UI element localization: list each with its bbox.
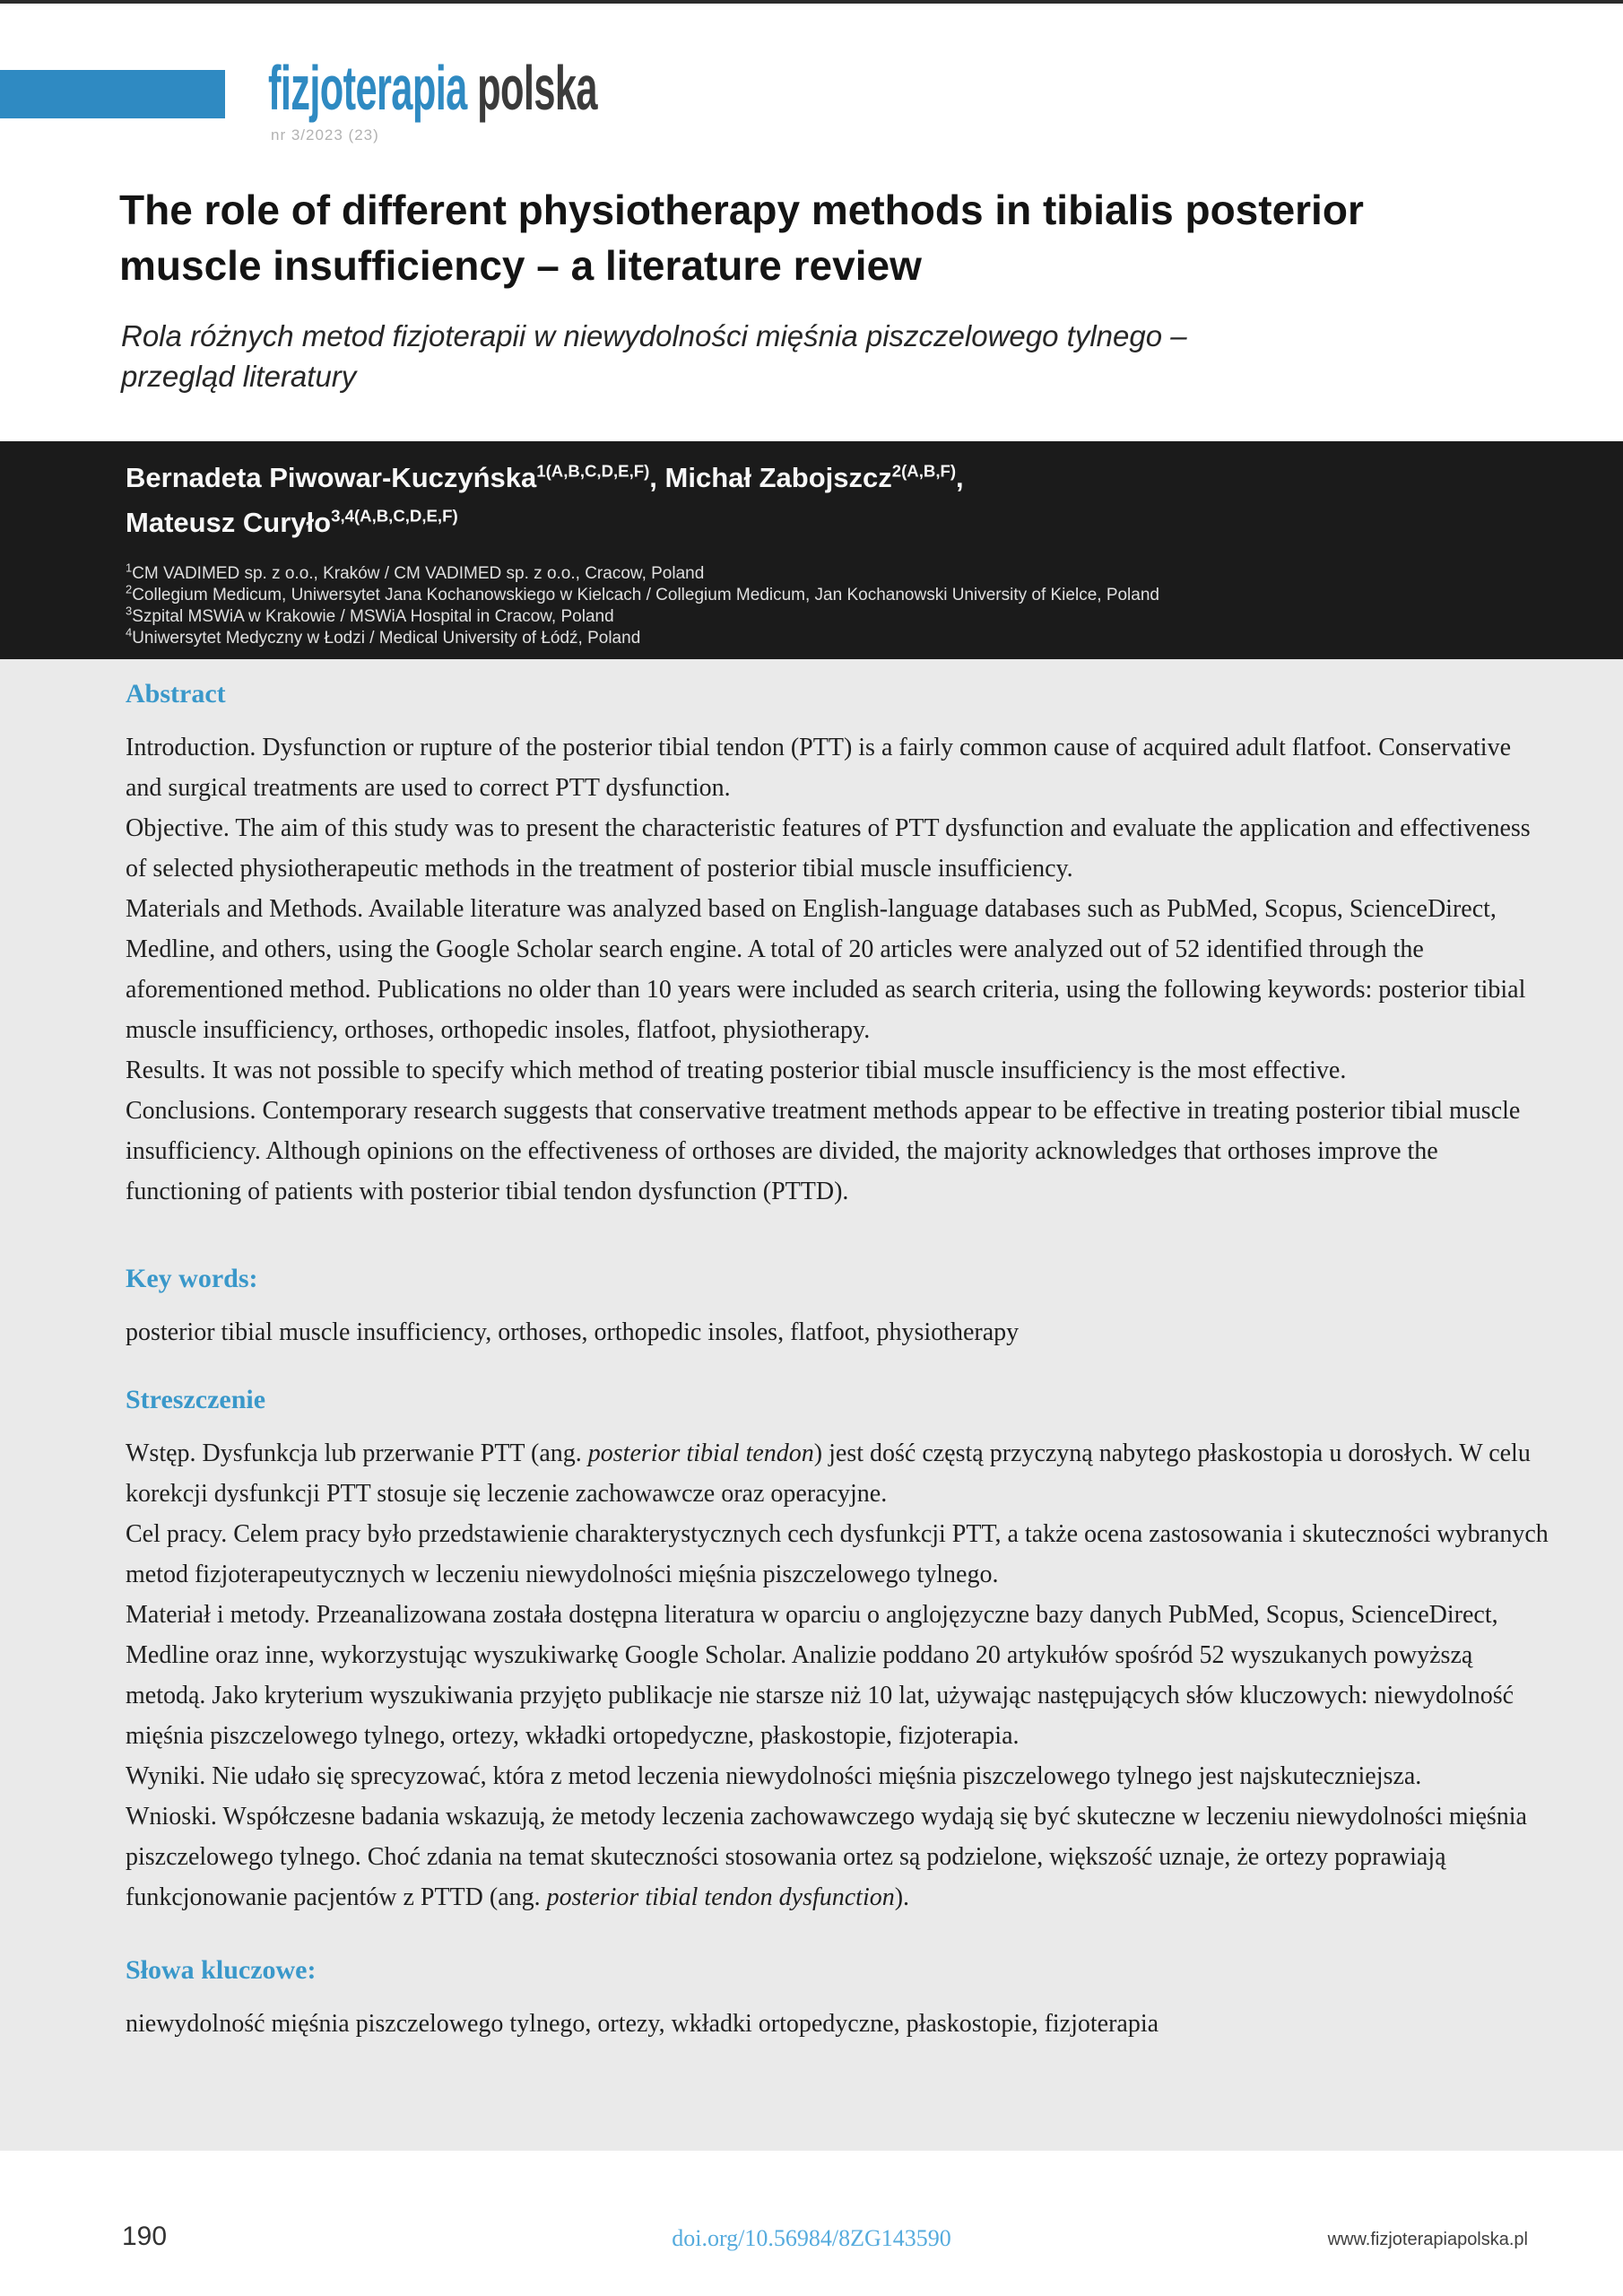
streszczenie-paragraph <box>126 1433 1551 1514</box>
masthead-blue-bar <box>0 70 225 118</box>
affiliation-sup: 4 <box>126 625 133 639</box>
abstract-paragraph: Conclusions. Contemporary research suggests that conservative treatment methods appear to be effective in treating posterior tibial muscle insufficiency. Although opinions on the effectiveness of orthoses are divided, the majority acknowledges that orthoses improve the functioning of patients with posterior tibial tendon dysfunction (PTTD). <box>126 1097 1521 1205</box>
abstract-paragraph: Results. It was not possible to specify which method of treating posterior tibial muscle insufficiency is the most effective. <box>126 1057 1347 1084</box>
doi-link[interactable]: doi.org/10.56984/8ZG143590 <box>672 2225 951 2251</box>
page-top-rule <box>0 0 1623 4</box>
keywords-pl-text: niewydolność mięśnia piszczelowego tylnego, ortezy, wkładki ortopedyczne, płaskostopie, fizjoterapia <box>126 2010 1159 2038</box>
article-title-pl: Rola różnych metod fizjoterapii w niewydolności mięśnia piszczelowego tylnego – przegląd literatury <box>121 319 1187 393</box>
author-separator: , <box>956 462 964 493</box>
affiliation-line <box>126 582 1551 606</box>
journal-website-url: www.fizjoterapiapolska.pl <box>1327 2230 1528 2249</box>
abstract-heading: Abstract <box>126 679 226 709</box>
article-title-en: The role of different physiotherapy methods in tibialis posterior muscle insufficiency – a literature review <box>119 187 1364 289</box>
affiliations <box>126 563 1551 649</box>
affiliation-text: Szpital MSWiA w Krakowie / MSWiA Hospital in Cracow, Poland <box>132 607 614 626</box>
author-name: Bernadeta Piwowar-Kuczyńska <box>126 462 537 493</box>
streszczenie-paragraph: Cel pracy. Celem pracy było przedstawienie charakterystycznych cech dysfunkcji PTT, a także ocena zastosowania i skuteczności wybranych metod fizjoterapeutycznych w leczeniu niewydolności mięśnia piszczelowego tylnego. <box>126 1520 1549 1588</box>
affiliation-sup: 2 <box>126 582 133 596</box>
paragraph-text: ). <box>894 1883 910 1911</box>
author-line-1 <box>126 456 1551 500</box>
streszczenie-paragraph: Materiał i metody. Przeanalizowana została dostępna literatura w oparciu o anglojęzyczne bazy danych PubMed, Scopus, ScienceDirect, Medline oraz inne, wykorzystując wyszukiwarkę Google Scholar. Analizie poddano 20 artykułów spośród 52 wyszukanych powyższą metodą. Jako kryterium wyszukiwania przyjęto publikacje nie starsze niż 10 lat, używając następujących słów kluczowych: niewydolność mięśnia piszczelowego tylnego, ortezy, wkładki ortopedyczne, płaskostopie, fizjoterapia. <box>126 1601 1515 1750</box>
affiliation-text: CM VADIMED sp. z o.o., Kraków / CM VADIMED sp. z o.o., Cracow, Poland <box>132 564 705 583</box>
streszczenie-paragraph: Wyniki. Nie udało się sprecyzować, która z metod leczenia niewydolności mięśnia piszczelowego tylnego jest najskuteczniejsza. <box>126 1762 1422 1790</box>
abstract-paragraph: Objective. The aim of this study was to present the characteristic features of PTT dysfunction and evaluate the application and effectiveness of selected physiotherapeutic methods in the treatment of posterior tibial muscle insufficiency. <box>126 814 1531 883</box>
affiliation-text: Uniwersytet Medyczny w Łodzi / Medical University of Łódź, Poland <box>132 629 641 648</box>
streszczenie-paragraph <box>126 1796 1551 1918</box>
latin-term-italic: posterior tibial tendon <box>587 1439 814 1467</box>
journal-logo-secondary: polska <box>477 53 597 123</box>
abstract-paragraph: Materials and Methods. Available literature was analyzed based on English-language databases such as PubMed, Scopus, ScienceDirect, Medline, and others, using the Google Scholar search engine. A total of 20 articles were analyzed out of 52 identified through the aforementioned method. Publications no older than 10 years were included as search criteria, using the following keywords: posterior tibial muscle insufficiency, orthoses, orthopedic insoles, flatfoot, physiotherapy. <box>126 895 1526 1044</box>
author-line-2 <box>126 500 1551 545</box>
affiliation-sup: 1 <box>126 561 133 575</box>
keywords-pl-heading: Słowa kluczowe: <box>126 1955 317 1985</box>
author-block <box>0 441 1623 659</box>
author-name: Michał Zabojszcz <box>664 462 892 493</box>
latin-term-italic: posterior tibial tendon dysfunction <box>546 1883 895 1911</box>
author-name: Mateusz Curyło <box>126 507 332 538</box>
author-contrib-sup: 1(A,B,C,D,E,F) <box>536 461 650 481</box>
journal-logo-primary: fizjoterapia <box>268 53 467 123</box>
paragraph-text: Wnioski. Współczesne badania wskazują, że metody leczenia zachowawczego wydają się być skuteczne w leczeniu niewydolności mięśnia piszczelowego tylnego. Choć zdania na temat skuteczności stosowania ortez są podzielone, większość uznaje, że ortezy poprawiają funkcjonowanie pacjentów z PTTD (ang. <box>126 1803 1527 1911</box>
author-contrib-sup: 3,4(A,B,C,D,E,F) <box>331 506 458 526</box>
author-separator: , <box>649 462 665 493</box>
streszczenie-heading: Streszczenie <box>126 1385 266 1414</box>
keywords-en-text: posterior tibial muscle insufficiency, orthoses, orthopedic insoles, flatfoot, physiotherapy <box>126 1318 1020 1346</box>
affiliation-line <box>126 625 1551 649</box>
issue-number: nr 3/2023 (23) <box>271 126 379 144</box>
author-contrib-sup: 2(A,B,F) <box>891 461 957 481</box>
affiliation-line <box>126 606 1551 628</box>
abstract-section <box>0 659 1623 2151</box>
page-number: 190 <box>122 2222 168 2251</box>
affiliation-text: Collegium Medicum, Uniwersytet Jana Kochanowskiego w Kielcach / Collegium Medicum, Jan Kochanowski University of Kielce, Poland <box>132 586 1159 604</box>
abstract-paragraph: Introduction. Dysfunction or rupture of the posterior tibial tendon (PTT) is a fairly common cause of acquired adult flatfoot. Conservative and surgical treatments are used to correct PTT dysfunction. <box>126 734 1512 802</box>
journal-logo <box>268 47 597 129</box>
affiliation-line <box>126 563 1551 585</box>
paragraph-text: Wstęp. Dysfunkcja lub przerwanie PTT (ang. <box>126 1439 588 1467</box>
paragraph-text: ) jest dość częstą przyczyną nabytego płaskostopia u dorosłych. W celu korekcji dysfunkcji PTT stosuje się leczenie zachowawcze oraz operacyjne. <box>126 1439 1531 1508</box>
keywords-en-heading: Key words: <box>126 1264 258 1293</box>
affiliation-sup: 3 <box>126 604 133 618</box>
